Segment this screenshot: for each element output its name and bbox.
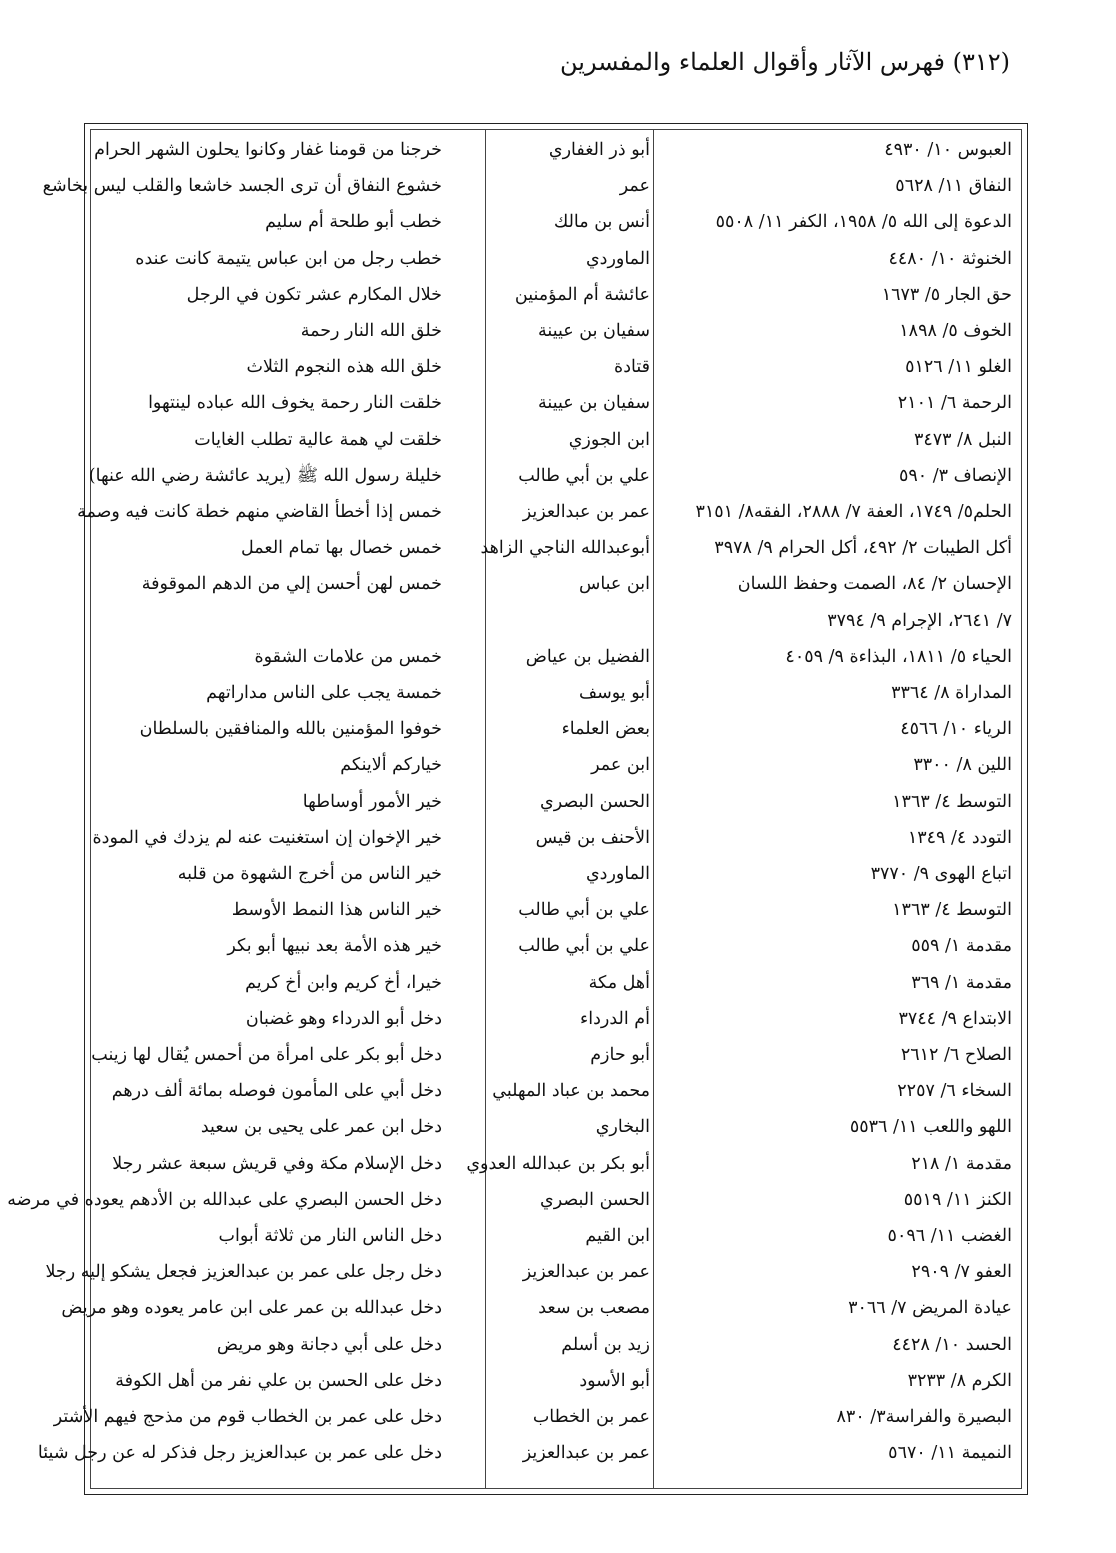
speaker-name: علي بن أبي طالب bbox=[518, 936, 650, 957]
table-row bbox=[90, 132, 1022, 168]
quote-text: خوفوا المؤمنين بالله والمنافقين بالسلطان bbox=[139, 719, 442, 740]
speaker-name: أم الدرداء bbox=[580, 1008, 650, 1029]
reference: الحلم٥/ ١٧٤٩، العفة ٧/ ٢٨٨٨، الفقه٨/ ٣١٥١ bbox=[695, 502, 1012, 522]
reference: النبل ٨/ ٣٤٧٣ bbox=[913, 429, 1012, 450]
reference: الرياء ١٠/ ٤٥٦٦ bbox=[900, 719, 1012, 740]
speaker-name: علي بن أبي طالب bbox=[518, 900, 650, 921]
table-row bbox=[90, 1363, 1022, 1399]
quote-text: دخل على عمر بن عبدالعزيز رجل فذكر له عن رجل شيئا bbox=[37, 1443, 442, 1464]
table-row bbox=[77, 494, 1022, 530]
quote-text: دخل عبدالله بن عمر على ابن عامر يعوده وهو مريض bbox=[61, 1298, 442, 1319]
table-row bbox=[90, 1037, 1022, 1073]
speaker-name: الماوردي bbox=[585, 864, 650, 884]
reference: البصيرة والفراسة٣/ ٨٣٠ bbox=[836, 1407, 1012, 1427]
table-row bbox=[90, 711, 1022, 747]
reference: مقدمة ١/ ٢١٨ bbox=[911, 1153, 1012, 1174]
table-row bbox=[7, 1182, 1022, 1218]
table-row bbox=[90, 1327, 1022, 1363]
reference: الدعوة إلى الله ٥/ ١٩٥٨، الكفر ١١/ ٥٥٠٨ bbox=[715, 212, 1012, 233]
quote-text bbox=[94, 603, 442, 639]
quote-text: خير الناس هذا النمط الأوسط bbox=[231, 900, 442, 921]
reference: الغلو ١١/ ٥١٢٦ bbox=[905, 357, 1012, 378]
speaker-name: أهل مكة bbox=[588, 972, 650, 993]
table-row bbox=[90, 892, 1022, 928]
table-row bbox=[90, 241, 1022, 277]
quote-text: دخل ابن عمر على يحيى بن سعيد bbox=[200, 1117, 442, 1138]
table-row bbox=[90, 1073, 1022, 1109]
reference: عيادة المريض ٧/ ٣٠٦٦ bbox=[848, 1298, 1012, 1319]
speaker-name: عمر بن عبدالعزيز bbox=[522, 502, 650, 522]
reference: اللهو واللعب ١١/ ٥٥٣٦ bbox=[849, 1117, 1012, 1138]
quote-text: خير هذه الأمة بعد نبيها أبو بكر bbox=[227, 936, 442, 957]
quote-text: خيرا، أخ كريم وابن أخ كريم bbox=[245, 972, 442, 993]
table-row bbox=[42, 168, 1022, 204]
speaker-name: ابن عمر bbox=[591, 755, 650, 776]
quote-text: خشوع النفاق أن ترى الجسد خاشعا والقلب ليس بخاشع bbox=[42, 176, 442, 197]
quote-text: دخل رجل على عمر بن عبدالعزيز فجعل يشكو إليه رجلا bbox=[45, 1262, 442, 1283]
speaker-name: عمر بن عبدالعزيز bbox=[522, 1262, 650, 1283]
speaker-name bbox=[490, 603, 650, 639]
speaker-name: أبو ذر الغفاري bbox=[548, 140, 650, 160]
speaker-name: علي بن أبي طالب bbox=[518, 465, 650, 486]
quote-text: خرجنا من قومنا غفار وكانوا يحلون الشهر الحرام bbox=[94, 140, 442, 160]
reference: الرحمة ٦/ ٢١٠١ bbox=[897, 393, 1012, 414]
quote-text: دخل على أبي دجانة وهو مريض bbox=[216, 1334, 442, 1355]
quote-text: خير الإخوان إن استغنيت عنه لم يزدك في المودة bbox=[92, 827, 442, 848]
reference: النفاق ١١/ ٥٦٢٨ bbox=[895, 176, 1012, 197]
speaker-name: بعض العلماء bbox=[561, 719, 650, 740]
quote-text: خلقت النار رحمة يخوف الله عباده لينتهوا bbox=[148, 393, 442, 414]
quote-text: دخل الحسن البصري على عبدالله بن الأدهم يعوده في مرضه bbox=[7, 1189, 442, 1210]
table-row bbox=[90, 204, 1022, 240]
reference: الإنصاف ٣/ ٥٩٠ bbox=[898, 465, 1012, 486]
quote-text: دخل على عمر بن الخطاب قوم من مذحج فيهم الأشتر bbox=[53, 1407, 442, 1427]
speaker-name: الفضيل بن عياض bbox=[525, 646, 650, 667]
speaker-name: ابن عباس bbox=[578, 574, 650, 595]
speaker-name: الماوردي bbox=[585, 248, 650, 269]
quote-text: خياركم ألاينكم bbox=[340, 755, 442, 776]
quote-text: دخل أبو بكر على امرأة من أحمس يُقال لها زينب bbox=[91, 1045, 442, 1065]
quote-text: دخل أبو الدرداء وهو غضبان bbox=[245, 1008, 442, 1029]
quote-text: خمس لهن أحسن إلي من الدهم الموقوفة bbox=[141, 574, 442, 595]
speaker-name: عمر بن الخطاب bbox=[532, 1407, 650, 1427]
quote-text: خطب رجل من ابن عباس يتيمة كانت عنده bbox=[135, 248, 442, 269]
table-row bbox=[37, 1435, 1022, 1471]
reference: ٧/ ٢٦٤١، الإجرام ٩/ ٣٧٩٤ bbox=[827, 610, 1012, 631]
speaker-name: مصعب بن سعد bbox=[538, 1298, 650, 1319]
reference: اللين ٨/ ٣٣٠٠ bbox=[913, 755, 1012, 776]
table-row bbox=[90, 1109, 1022, 1145]
speaker-name: أبو يوسف bbox=[578, 683, 650, 703]
speaker-name: عمر بن عبدالعزيز bbox=[522, 1443, 650, 1464]
reference: التوسط ٤/ ١٣٦٣ bbox=[892, 791, 1012, 812]
reference: السخاء ٦/ ٢٢٥٧ bbox=[897, 1081, 1012, 1102]
table-row bbox=[90, 1218, 1022, 1254]
quote-text: خمسة يجب على الناس مداراتهم bbox=[206, 683, 442, 703]
reference: النميمة ١١/ ٥٦٧٠ bbox=[888, 1443, 1012, 1464]
table-row bbox=[90, 928, 1022, 964]
speaker-name: ابن الجوزي bbox=[568, 429, 650, 450]
reference: الغضب ١١/ ٥٠٩٦ bbox=[887, 1226, 1012, 1246]
speaker-name: قتادة bbox=[614, 357, 650, 378]
speaker-name: أبو الأسود bbox=[579, 1370, 650, 1391]
reference: التوسط ٤/ ١٣٦٣ bbox=[892, 900, 1012, 921]
table-row bbox=[90, 349, 1022, 385]
table-row bbox=[90, 747, 1022, 783]
reference: الابتداع ٩/ ٣٧٤٤ bbox=[898, 1008, 1012, 1029]
table-row bbox=[90, 277, 1022, 313]
table-row bbox=[53, 1399, 1022, 1435]
speaker-name: محمد بن عباد المهلبي bbox=[492, 1081, 650, 1102]
quote-text: دخل الناس النار من ثلاثة أبواب bbox=[218, 1226, 442, 1246]
table-row bbox=[90, 530, 1022, 566]
speaker-name: ابن القيم bbox=[585, 1226, 650, 1246]
table-row bbox=[90, 820, 1022, 856]
speaker-name: أبوعبدالله الناجي الزاهد bbox=[480, 538, 650, 559]
table-row bbox=[61, 1290, 1022, 1326]
quote-text: خلق الله النار رحمة bbox=[300, 321, 442, 341]
table-row bbox=[90, 639, 1022, 675]
quote-text: خمس خصال بها تمام العمل bbox=[241, 538, 442, 559]
reference: مقدمة ١/ ٥٥٩ bbox=[911, 936, 1012, 957]
reference: اتباع الهوى ٩/ ٣٧٧٠ bbox=[870, 864, 1012, 884]
speaker-name: الحسن البصري bbox=[540, 1189, 650, 1210]
speaker-name: البخاري bbox=[595, 1117, 650, 1138]
reference: الكرم ٨/ ٣٢٣٣ bbox=[907, 1370, 1012, 1391]
reference: حق الجار ٥/ ١٦٧٣ bbox=[881, 284, 1012, 305]
reference: الخنوثة ١٠/ ٤٤٨٠ bbox=[888, 248, 1012, 269]
speaker-name: أبو بكر بن عبدالله العدوي bbox=[466, 1153, 650, 1174]
quote-text: خمس من علامات الشقوة bbox=[254, 646, 442, 667]
reference: الحياء ٥/ ١٨١١، البذاءة ٩/ ٤٠٥٩ bbox=[785, 646, 1012, 667]
table-row bbox=[45, 1254, 1022, 1290]
reference: الصلاح ٦/ ٢٦١٢ bbox=[900, 1045, 1012, 1065]
speaker-name: زيد بن أسلم bbox=[561, 1334, 650, 1355]
table-row bbox=[90, 566, 1022, 602]
speaker-name: الحسن البصري bbox=[540, 791, 650, 812]
table-row bbox=[90, 385, 1022, 421]
quote-text: خطب أبو طلحة أم سليم bbox=[265, 212, 442, 233]
table-row bbox=[90, 458, 1022, 494]
reference: الإحسان ٢/ ٨٤، الصمت وحفظ اللسان bbox=[737, 574, 1012, 595]
quote-text: خمس إذا أخطأ القاضي منهم خطة كانت فيه وصمة bbox=[77, 502, 442, 522]
reference: الخوف ٥/ ١٨٩٨ bbox=[899, 321, 1012, 341]
table-row bbox=[90, 965, 1022, 1001]
speaker-name: أنس بن مالك bbox=[553, 212, 650, 233]
table-row bbox=[90, 675, 1022, 711]
speaker-name: الأحنف بن قيس bbox=[535, 827, 650, 848]
reference: العفو ٧/ ٢٩٠٩ bbox=[911, 1262, 1012, 1283]
speaker-name: سفيان بن عيينة bbox=[538, 321, 650, 341]
table-row bbox=[90, 313, 1022, 349]
table-row bbox=[90, 603, 1022, 639]
reference: الكنز ١١/ ٥٥١٩ bbox=[903, 1189, 1012, 1210]
reference: العبوس ١٠/ ٤٩٣٠ bbox=[884, 140, 1012, 160]
table-row bbox=[90, 1146, 1022, 1182]
speaker-name: أبو حازم bbox=[590, 1045, 650, 1065]
speaker-name: سفيان بن عيينة bbox=[538, 393, 650, 414]
speaker-name: عائشة أم المؤمنين bbox=[514, 284, 650, 305]
reference: التودد ٤/ ١٣٤٩ bbox=[907, 827, 1012, 848]
quote-text: خلقت لي همة عالية تطلب الغايات bbox=[194, 429, 442, 450]
reference: مقدمة ١/ ٣٦٩ bbox=[911, 972, 1012, 993]
reference: المداراة ٨/ ٣٣٦٤ bbox=[891, 683, 1012, 703]
quote-text: دخل الإسلام مكة وفي قريش سبعة عشر رجلا bbox=[112, 1153, 442, 1174]
quote-text: خير الناس من أخرج الشهوة من قلبه bbox=[177, 864, 442, 884]
page-header: (٣١٢) فهرس الآثار وأقوال العلماء والمفسرين bbox=[560, 48, 1010, 76]
table-row bbox=[90, 784, 1022, 820]
table-row bbox=[90, 856, 1022, 892]
speaker-name: عمر bbox=[619, 176, 650, 197]
quote-text: خير الأمور أوساطها bbox=[302, 791, 442, 812]
quote-text: دخل على الحسن بن علي نفر من أهل الكوفة bbox=[115, 1370, 442, 1391]
reference: الحسد ١٠/ ٤٤٢٨ bbox=[892, 1334, 1012, 1355]
quote-text: خليلة رسول الله ﷺ (يريد عائشة رضي الله عنها) bbox=[88, 465, 442, 486]
reference: أكل الطيبات ٢/ ٤٩٢، أكل الحرام ٩/ ٣٩٧٨ bbox=[714, 538, 1012, 559]
table-row bbox=[90, 1001, 1022, 1037]
table-row bbox=[90, 422, 1022, 458]
quote-text: خلال المكارم عشر تكون في الرجل bbox=[186, 284, 442, 305]
quote-text: خلق الله هذه النجوم الثلاث bbox=[246, 357, 442, 378]
quote-text: دخل أبي على المأمون فوصله بمائة ألف درهم bbox=[111, 1081, 442, 1102]
